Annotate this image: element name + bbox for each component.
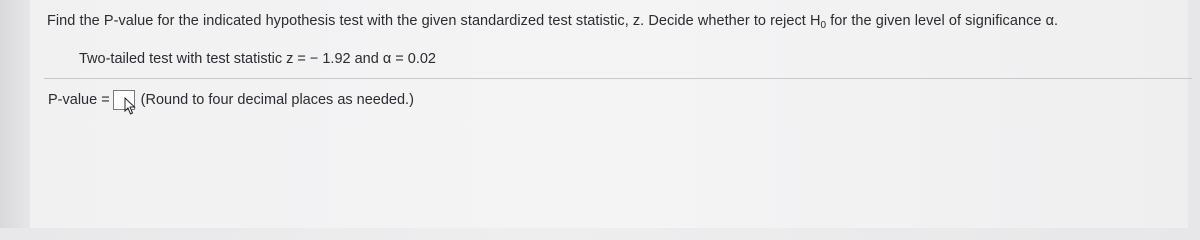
given-conditions: Two-tailed test with test statistic z = − 1.92 and α = 0.02 <box>79 51 436 67</box>
question-text <box>47 13 1058 31</box>
h0-subscript: 0 <box>820 20 827 31</box>
answer-row <box>48 89 414 111</box>
p-value-label: P-value = <box>48 92 110 108</box>
rounding-hint: (Round to four decimal places as needed.) <box>140 92 414 108</box>
question-text-main: Find the P-value for the indicated hypothesis test with the given standardized test statistic, z. Decide whether to reject H <box>47 13 821 29</box>
section-divider <box>44 78 1192 79</box>
question-panel <box>30 0 1188 228</box>
p-value-input[interactable] <box>113 90 135 110</box>
question-text-end: for the given level of significance α. <box>826 13 1059 29</box>
left-background-strip <box>0 0 30 228</box>
mouse-pointer-icon <box>124 97 136 115</box>
